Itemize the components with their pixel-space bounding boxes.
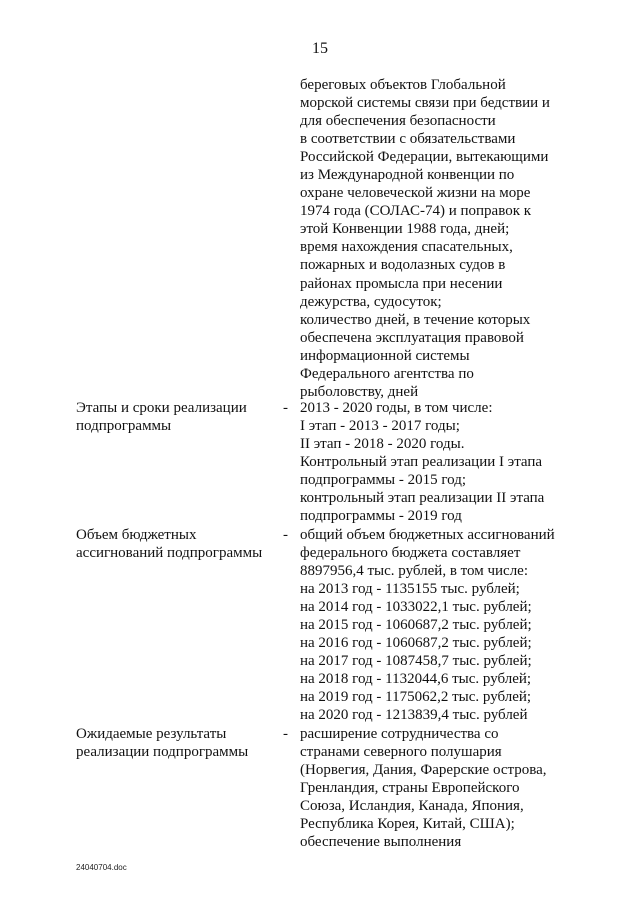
value-line: на 2014 год - 1033022,1 тыс. рублей; — [300, 599, 532, 616]
dash-separator: - — [283, 400, 288, 416]
value-line: на 2018 год - 1132044,6 тыс. рублей; — [300, 671, 532, 688]
label-line: реализации подпрограммы — [76, 744, 249, 761]
text-line: Федерального агентства по — [300, 365, 474, 382]
section-value — [300, 725, 600, 851]
value-line: федерального бюджета составляет — [300, 545, 521, 562]
value-line: обеспечение выполнения — [300, 834, 462, 851]
dash-separator: - — [283, 726, 288, 742]
value-line: Гренландия, страны Европейского — [300, 780, 520, 797]
text-line: Российской Федерации, вытекающими — [300, 149, 549, 166]
value-line: Республика Корея, Китай, США); — [300, 816, 515, 833]
text-line: обеспечена эксплуатация правовой — [300, 329, 524, 346]
text-line: пожарных и водолазных судов в — [300, 257, 506, 274]
value-line: на 2020 год - 1213839,4 тыс. рублей — [300, 707, 528, 724]
section-value — [300, 399, 600, 525]
continued-indicators-text — [300, 76, 600, 401]
section-label — [76, 526, 276, 562]
value-line: Контрольный этап реализации I этапа — [300, 454, 543, 471]
label-line: подпрограммы — [76, 418, 172, 435]
file-name-footer: 24040704.doc — [76, 863, 127, 872]
section-label — [76, 725, 276, 761]
value-line: подпрограммы - 2015 год; — [300, 472, 467, 489]
value-line: на 2016 год - 1060687,2 тыс. рублей; — [300, 635, 532, 652]
section-value — [300, 526, 600, 725]
dash-separator: - — [283, 527, 288, 543]
value-line: странами северного полушария — [300, 744, 502, 761]
value-line: на 2013 год - 1135155 тыс. рублей; — [300, 581, 520, 598]
label-line: Ожидаемые результаты — [76, 726, 227, 742]
value-line: расширение сотрудничества со — [300, 726, 499, 742]
label-line: Объем бюджетных — [76, 527, 197, 543]
text-line: морской системы связи при бедствии и — [300, 95, 550, 112]
value-line: на 2019 год - 1175062,2 тыс. рублей; — [300, 689, 532, 706]
value-line: Союза, Исландия, Канада, Япония, — [300, 798, 524, 815]
text-line: районах промысла при несении — [300, 275, 503, 292]
text-line: количество дней, в течение которых — [300, 311, 531, 328]
text-line: 1974 года (СОЛАС-74) и поправок к — [300, 203, 532, 220]
text-line: время нахождения спасательных, — [300, 239, 513, 256]
text-line: береговых объектов Глобальной — [300, 77, 506, 93]
value-line: контрольный этап реализации II этапа — [300, 490, 545, 507]
value-line: 8897956,4 тыс. рублей, в том числе: — [300, 563, 529, 580]
value-line: на 2017 год - 1087458,7 тыс. рублей; — [300, 653, 532, 670]
label-line: ассигнований подпрограммы — [76, 545, 263, 562]
value-line: подпрограммы - 2019 год — [300, 508, 462, 525]
text-line: из Международной конвенции по — [300, 167, 515, 184]
text-line: информационной системы — [300, 347, 470, 364]
value-line: 2013 - 2020 годы, в том числе: — [300, 400, 493, 416]
text-line: этой Конвенции 1988 года, дней; — [300, 221, 510, 238]
text-line: в соответствии с обязательствами — [300, 131, 516, 148]
value-line: (Норвегия, Дания, Фарерские острова, — [300, 762, 547, 779]
value-line: II этап - 2018 - 2020 годы. — [300, 436, 465, 453]
text-line: охране человеческой жизни на море — [300, 185, 531, 202]
text-line: дежурства, судосуток; — [300, 293, 442, 310]
value-line: на 2015 год - 1060687,2 тыс. рублей; — [300, 617, 532, 634]
value-line: общий объем бюджетных ассигнований — [300, 527, 555, 543]
text-line: рыболовству, дней — [300, 383, 419, 400]
page-number: 15 — [312, 40, 328, 57]
label-line: Этапы и сроки реализации — [76, 400, 247, 416]
text-line: для обеспечения безопасности — [300, 113, 496, 130]
value-line: I этап - 2013 - 2017 годы; — [300, 418, 460, 435]
section-label — [76, 399, 276, 435]
